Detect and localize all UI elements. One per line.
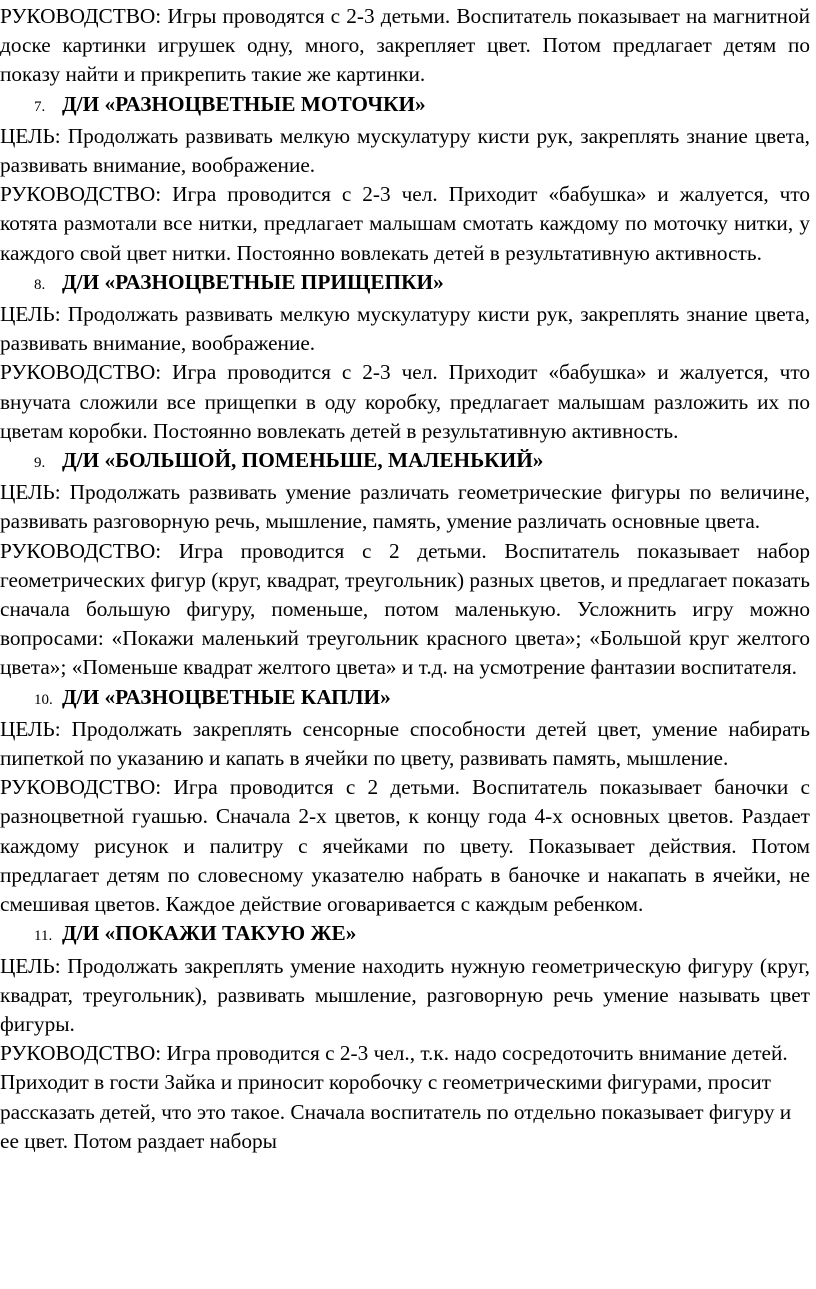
game-title: Д/И «РАЗНОЦВЕТНЫЕ КАПЛИ» [62,684,391,709]
game-heading-8 [0,268,810,300]
game-guide-paragraph: РУКОВОДСТВО: Игра проводится с 2 детьми. Воспитатель показывает баночки с разноцветной гуашью. Сначала 2-х цветов, к концу года 4-х основных цветов. Раздает каждому рисунок и палитру с ячейками по цвету. Показывает действия. Потом предлагает детям по словесному указателю набрать в баночке и накапать в ячейки, не смешивая цветов. Каждое действие оговаривается с каждым ребенком. [0,775,810,917]
game-goal-paragraph: ЦЕЛЬ: Продолжать развивать мелкую мускулатуру кисти рук, закреплять знание цвета, развивать внимание, воображение. [0,302,810,356]
game-goal-paragraph: ЦЕЛЬ: Продолжать закреплять умение находить нужную геометрическую фигуру (круг, квадрат, треугольник), развивать мышление, разговорную речь умение называть цвет фигуры. [0,953,810,1036]
game-heading-11 [0,919,810,951]
game-goal-paragraph: ЦЕЛЬ: Продолжать развивать мелкую мускулатуру кисти рук, закреплять знание цвета, развивать внимание, воображение. [0,123,810,178]
game-number: 11. [34,928,53,945]
game-guide-paragraph: РУКОВОДСТВО: Игра проводится с 2-3 чел., т.к. надо сосредоточить внимание детей. Приходит в гости Зайка и приносит коробочку с геометрическими фигурами, просит рассказать детей, что это такое. Сначала воспитатель по отдельно показывает фигуру и ее цвет. Потом раздает наборы [0,1041,792,1153]
game-goal-paragraph: ЦЕЛЬ: Продолжать развивать умение различать геометрические фигуры по величине, развивать разговорную речь, мышление, память, умение различать основные цвета. [0,480,810,534]
intro-guide-paragraph: РУКОВОДСТВО: Игры проводятся с 2-3 детьми. Воспитатель показывает на магнитной доске картинки игрушек одну, много, закрепляет цвет. Потом предлагает детям по показу найти и прикрепить такие же картинки. [0,4,810,87]
game-heading-10 [0,683,810,715]
game-number: 7. [34,98,46,115]
game-title: Д/И «ПОКАЖИ ТАКУЮ ЖЕ» [62,921,357,946]
game-number: 8. [34,276,46,293]
game-title: Д/И «БОЛЬШОЙ, ПОМЕНЬШЕ, МАЛЕНЬКИЙ» [62,448,544,473]
game-title: Д/И «РАЗНОЦВЕТНЫЕ ПРИЩЕПКИ» [62,269,444,294]
game-number: 10. [34,691,53,708]
game-number: 9. [34,455,46,472]
game-heading-7 [0,90,810,122]
game-guide-paragraph: РУКОВОДСТВО: Игра проводится с 2-3 чел. Приходит «бабушка» и жалуется, что котята размотали все нитки, предлагает малышам смотать каждому по моточку нитки, у каждого свой цвет нитки. Постоянно вовлекать детей в результативную активность. [0,182,810,265]
game-goal-paragraph: ЦЕЛЬ: Продолжать закреплять сенсорные способности детей цвет, умение набирать пипеткой по указанию и капать в ячейки по цвету, развивать память, мышление. [0,716,810,771]
game-guide-paragraph: РУКОВОДСТВО: Игра проводится с 2 детьми. Воспитатель показывает набор геометрических фигур (круг, квадрат, треугольник) разных цветов, и предлагает показать сначала большую фигуру, поменьше, потом маленькую. Усложнить игру можно вопросами: «Покажи маленький треугольник красного цвета»; «Большой круг желтого цвета»; «Поменьше квадрат желтого цвета» и т.д. на усмотрение фантазии воспитателя. [0,538,810,680]
game-heading-9 [0,446,810,478]
game-title: Д/И «РАЗНОЦВЕТНЫЕ МОТОЧКИ» [62,91,426,116]
game-guide-paragraph: РУКОВОДСТВО: Игра проводится с 2-3 чел. Приходит «бабушка» и жалуется, что внучата сложили все прищепки в оду коробку, предлагает малышам разложить их по цветам коробки. Постоянно вовлекать детей в результативную активность. [0,360,810,443]
